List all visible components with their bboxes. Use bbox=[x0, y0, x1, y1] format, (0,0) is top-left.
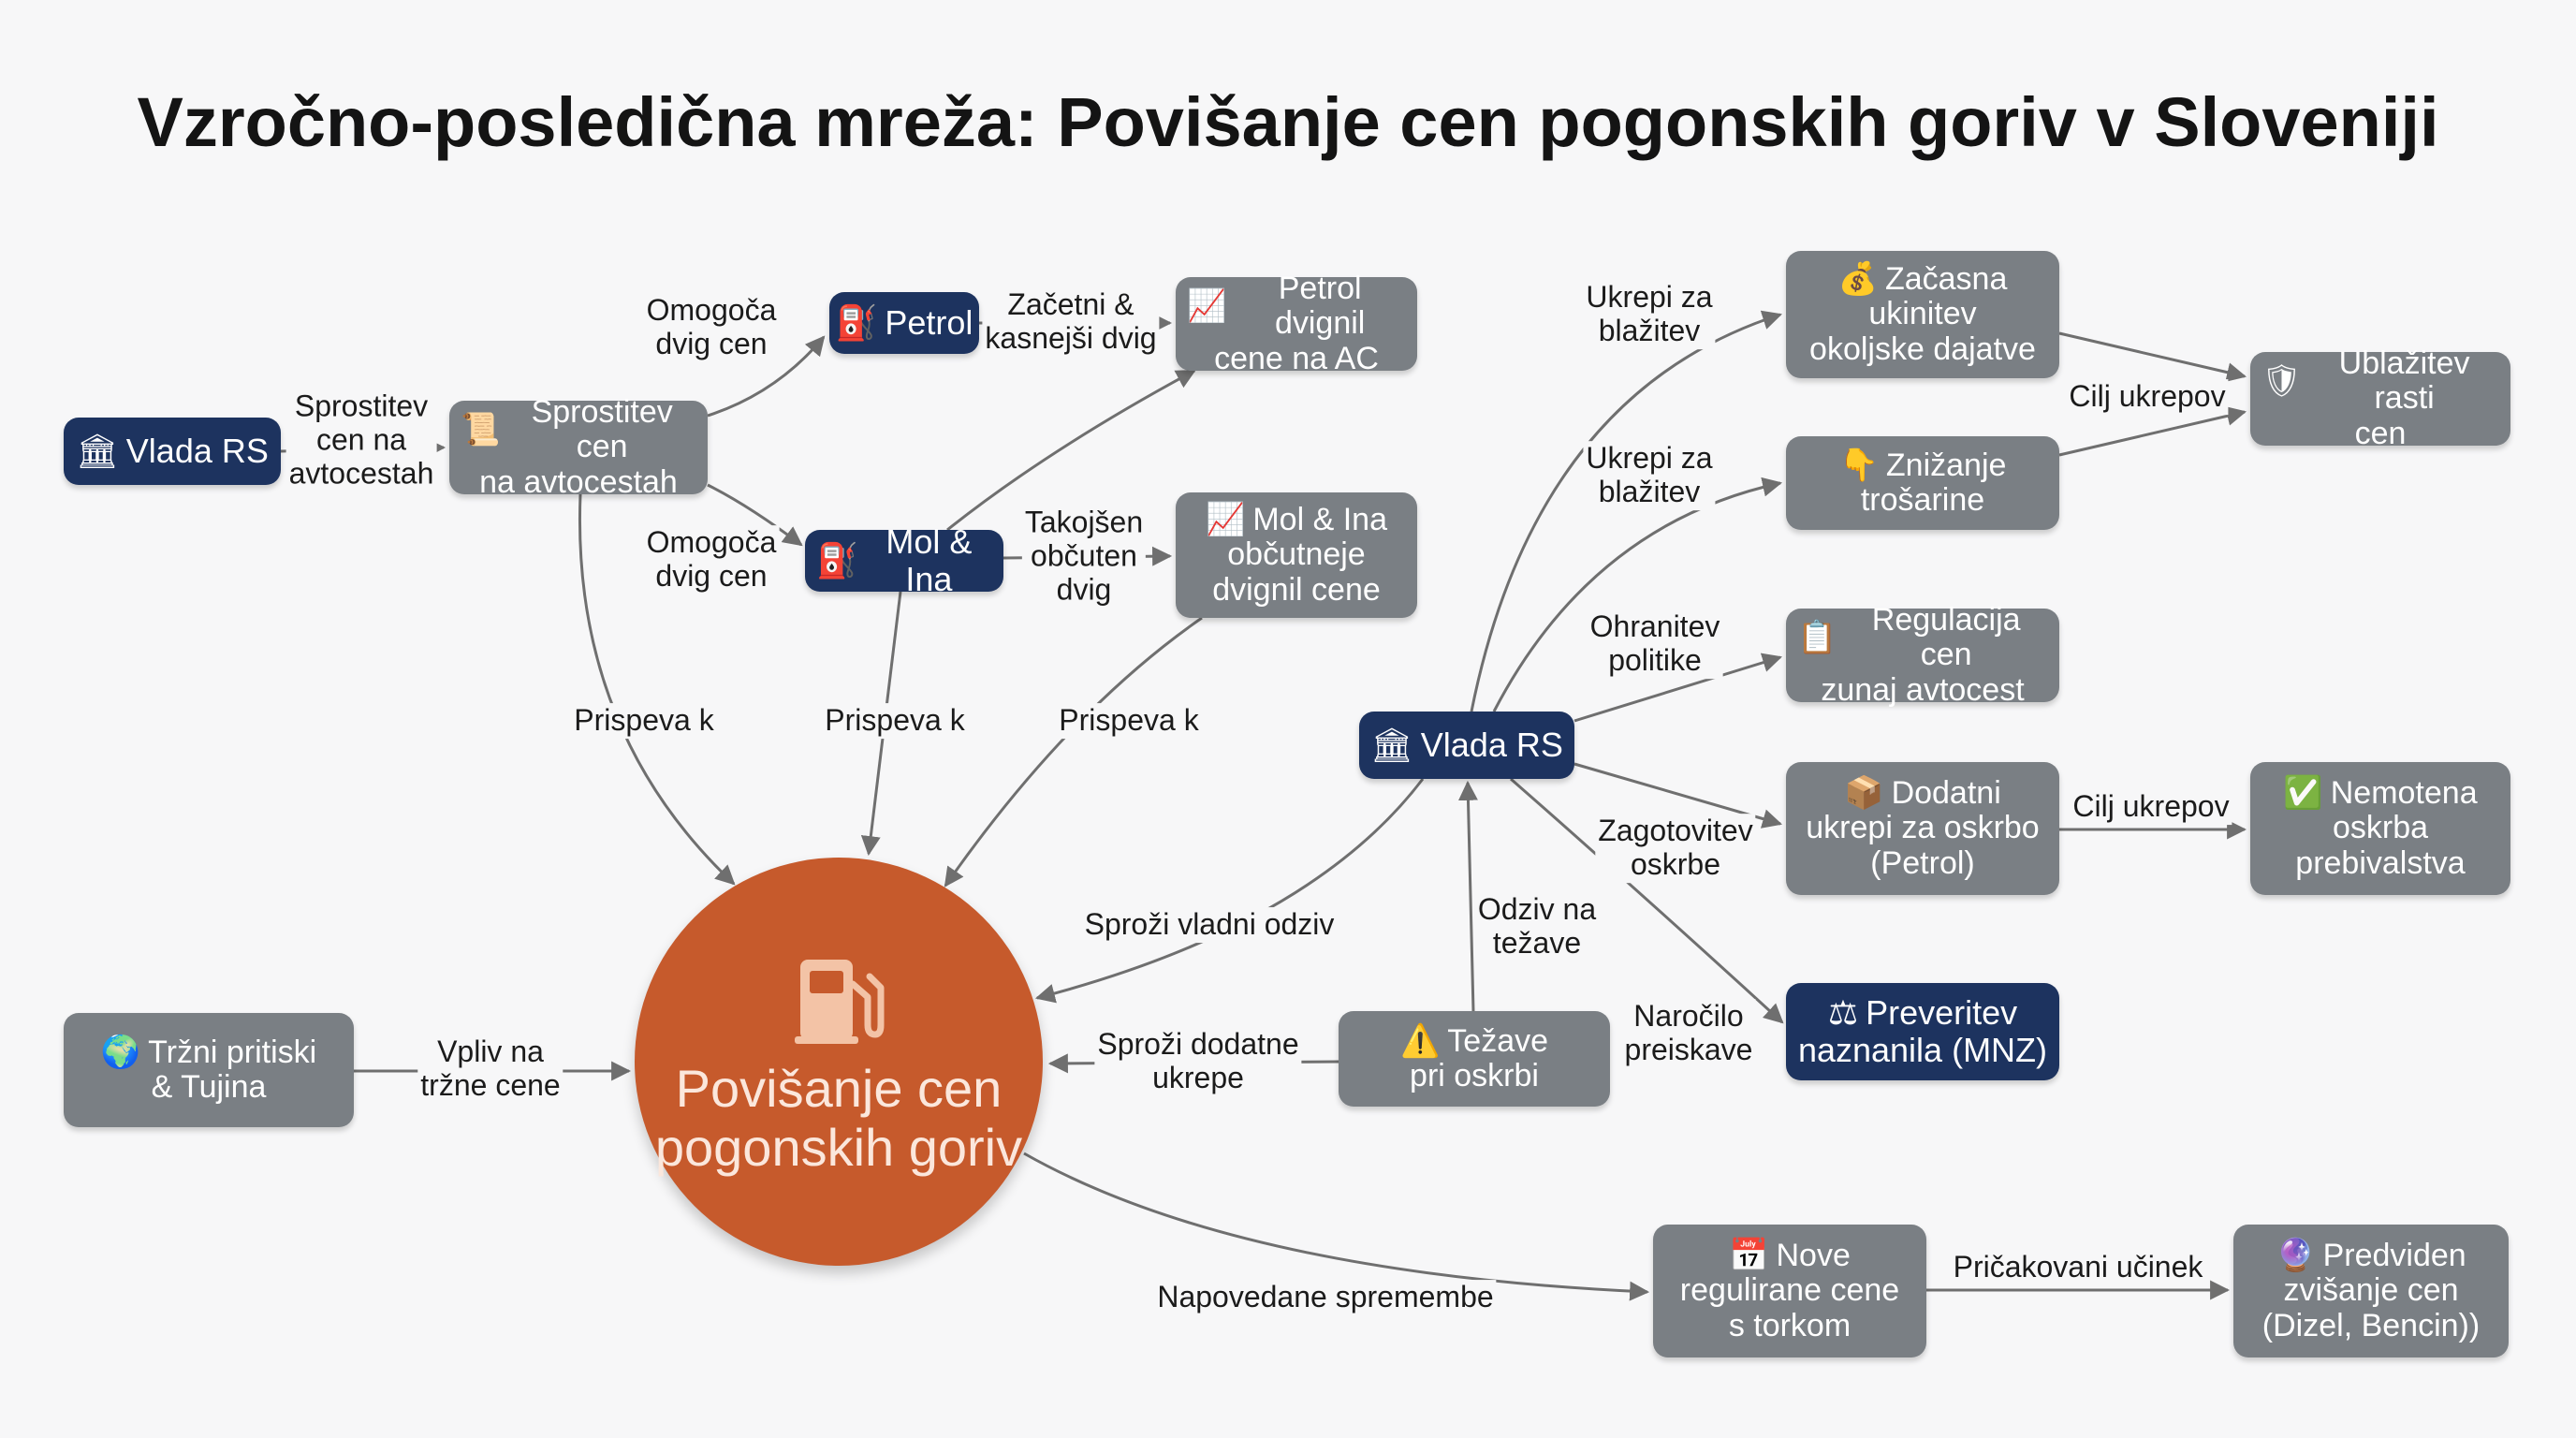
node-nemotena[interactable] bbox=[2250, 762, 2510, 895]
edge-label-line: kasnejši dvig bbox=[985, 321, 1157, 355]
node-label-text: Mol & Ina bbox=[1252, 501, 1387, 537]
node-predviden[interactable] bbox=[2233, 1225, 2509, 1357]
edge-central-to-nove bbox=[1024, 1153, 1647, 1292]
edge-label-line: Prispeva k bbox=[825, 703, 965, 738]
shield-icon: 🛡 bbox=[2261, 362, 2303, 399]
check-mark-icon: ✅ bbox=[2283, 774, 2323, 811]
edge-label-line: Prispeva k bbox=[574, 703, 714, 738]
edge-label bbox=[1583, 441, 1715, 510]
edge-label-line: Takojšen bbox=[1024, 505, 1144, 539]
node-label-text: Petrol dvignil bbox=[1274, 270, 1366, 342]
edge-label bbox=[982, 287, 1159, 357]
node-label-line bbox=[1844, 776, 2001, 811]
edge-label bbox=[1022, 505, 1146, 607]
edge-label-line: Začetni & bbox=[1007, 287, 1134, 322]
edge-label bbox=[1622, 999, 1756, 1068]
edge-label bbox=[1475, 892, 1599, 961]
edge-label bbox=[1588, 609, 1723, 679]
node-label-text: s torkom bbox=[1728, 1307, 1852, 1343]
node-znizanje[interactable] bbox=[1786, 436, 2059, 530]
node-label-text: cene na AC bbox=[1214, 340, 1379, 376]
crystal-ball-icon: 🔮 bbox=[2276, 1237, 2316, 1273]
node-label-text: Tržni pritiski bbox=[148, 1034, 317, 1070]
node-label-line bbox=[2295, 846, 2465, 881]
edge-label-line: Napovedane spremembe bbox=[1157, 1280, 1494, 1314]
node-nove[interactable] bbox=[1653, 1225, 1926, 1357]
node-label-line bbox=[2261, 346, 2499, 417]
node-label-line bbox=[1868, 297, 1976, 331]
edge-label-line: Sproži dodatne bbox=[1097, 1027, 1299, 1062]
edge-label-line: Omogoča bbox=[646, 293, 777, 328]
node-label-line bbox=[1729, 1239, 1851, 1273]
node-label-line bbox=[461, 395, 696, 465]
edge-label bbox=[417, 1034, 563, 1104]
edge-label bbox=[1583, 280, 1715, 349]
edge-label-line: avtocestah bbox=[288, 455, 434, 490]
node-label-line bbox=[2276, 1239, 2466, 1273]
node-label-line bbox=[1838, 262, 2008, 297]
edge-label-line: Naročilo bbox=[1633, 999, 1744, 1034]
edge-label-line: preiskave bbox=[1624, 1033, 1753, 1066]
node-label-text: ukrepi za oskrbo bbox=[1806, 810, 2040, 846]
node-label-line bbox=[479, 465, 678, 500]
edge-label-line: dvig cen bbox=[655, 327, 768, 360]
edge-label-line: Pričakovani učinek bbox=[1953, 1250, 2203, 1284]
node-label-text: Sprostitev cen bbox=[531, 393, 673, 465]
node-label-text: zvišanje cen bbox=[2283, 1272, 2459, 1309]
edge-label-line: Zagotovitev bbox=[1598, 814, 1753, 848]
node-regulacija[interactable] bbox=[1786, 601, 2059, 708]
edge-label-line: Prispeva k bbox=[1059, 703, 1199, 738]
node-label-line bbox=[1187, 271, 1406, 342]
node-label-line bbox=[1729, 1309, 1851, 1343]
node-label-text: oskrba bbox=[2332, 810, 2429, 846]
edge-label bbox=[2070, 789, 2232, 825]
node-label-text: Vlada RS bbox=[125, 432, 269, 471]
node-label-line bbox=[816, 523, 992, 597]
edge-label-line: težave bbox=[1492, 926, 1582, 960]
node-label-line bbox=[76, 433, 269, 470]
edge-label-line: Sproži vladni odziv bbox=[1084, 907, 1335, 942]
node-label-line bbox=[1870, 846, 1974, 881]
node-label-text: cen bbox=[2354, 415, 2407, 451]
edge-label-line: oskrbe bbox=[1630, 847, 1721, 881]
node-dodatni[interactable] bbox=[1786, 762, 2059, 895]
node-label-text: Predviden bbox=[2322, 1237, 2466, 1273]
node-label-line bbox=[2283, 1273, 2458, 1308]
node-label-line bbox=[1214, 342, 1379, 376]
node-label-text: Znižanje bbox=[1885, 447, 2007, 483]
edge-label-line: dvig cen bbox=[655, 559, 768, 593]
node-label-text: občutneje bbox=[1227, 536, 1366, 573]
node-preveritev[interactable] bbox=[1786, 983, 2059, 1080]
node-sprostitev[interactable] bbox=[449, 393, 708, 500]
edge-label-line: Sprostitev bbox=[294, 389, 429, 423]
clipboard-icon: 📋 bbox=[1797, 619, 1837, 655]
edge-label bbox=[571, 703, 716, 739]
edge-label-line: blažitev bbox=[1598, 475, 1701, 508]
node-label-line bbox=[1821, 673, 2024, 708]
edge-label bbox=[2066, 379, 2228, 415]
node-label-line bbox=[1806, 811, 2039, 845]
package-icon: 📦 bbox=[1844, 774, 1884, 811]
node-label-text: (Dizel, Bencin)) bbox=[2261, 1307, 2481, 1343]
edge-mol-dvignil-to-central bbox=[945, 618, 1202, 886]
node-label-text: Petrol bbox=[885, 303, 973, 343]
node-mol-dvignil[interactable] bbox=[1176, 492, 1417, 618]
money-bag-icon: 💰 bbox=[1837, 260, 1878, 297]
node-label-text: dvignil cene bbox=[1212, 571, 1381, 608]
edge-znizanje-to-ublazitev bbox=[2059, 412, 2245, 455]
node-label-text: Preveritev bbox=[1866, 993, 2018, 1033]
edge-label bbox=[1094, 1027, 1301, 1096]
node-label-text: pri oskrbi bbox=[1410, 1058, 1539, 1093]
edge-label bbox=[644, 525, 780, 594]
page-title: Vzročno-posledična mreža: Povišanje cen pogonskih goriv v Sloveniji bbox=[137, 83, 2439, 161]
node-label-line bbox=[1206, 503, 1387, 537]
node-label-text: Mol & Ina bbox=[886, 522, 973, 598]
edge-label-line: Cilj ukrepov bbox=[2072, 789, 2230, 824]
node-label-text: zunaj avtocest bbox=[1821, 671, 2025, 708]
node-tezave[interactable] bbox=[1339, 1011, 1610, 1107]
node-label-text: Regulacija cen bbox=[1871, 601, 2021, 673]
node-label-line bbox=[2355, 417, 2407, 451]
edge-label-line: Ohranitev bbox=[1589, 609, 1720, 644]
node-label-line bbox=[152, 1070, 267, 1105]
node-label-line bbox=[2333, 811, 2428, 845]
node-label-text: prebivalstva bbox=[2295, 844, 2466, 881]
pointing-down-icon: 👇 bbox=[1838, 447, 1879, 483]
edge-label-line: cen na bbox=[315, 422, 407, 457]
fuel-pump-icon: ⛽ bbox=[816, 541, 858, 580]
edge-label bbox=[644, 293, 780, 362]
edge-vlada-rs-right-to-central bbox=[1037, 779, 1423, 998]
node-label-line bbox=[1212, 573, 1381, 608]
node-label-text: ukinitev bbox=[1868, 296, 1977, 332]
edge-label bbox=[822, 703, 967, 739]
node-label-text: Začasna bbox=[1884, 260, 2008, 297]
node-label-line bbox=[1680, 1273, 1899, 1308]
government-building-icon: 🏛 bbox=[76, 432, 119, 471]
node-label-text: Nove bbox=[1776, 1237, 1851, 1273]
node-label-line bbox=[1410, 1059, 1539, 1093]
government-building-icon: 🏛 bbox=[1370, 726, 1413, 765]
edge-label-line: Vpliv na bbox=[437, 1034, 544, 1069]
fuel-pump-icon: ⛽ bbox=[835, 303, 878, 343]
edge-label-line: blažitev bbox=[1598, 314, 1701, 347]
edge-label bbox=[1082, 907, 1338, 943]
edge-label-line: ukrepe bbox=[1152, 1061, 1244, 1094]
node-label-text: okoljske dajatve bbox=[1809, 330, 2036, 367]
node-ublazitev[interactable] bbox=[2250, 345, 2510, 451]
node-label-text: naznanila (MNZ) bbox=[1797, 1031, 2048, 1069]
edge-label bbox=[1951, 1250, 2206, 1285]
node-label-text: na avtocestah bbox=[479, 463, 678, 500]
node-label-line bbox=[1227, 537, 1365, 572]
node-label-text: Težave bbox=[1447, 1022, 1549, 1059]
node-label-line bbox=[2262, 1309, 2480, 1343]
node-petrol[interactable] bbox=[829, 292, 979, 354]
fuel-pump-icon bbox=[787, 946, 890, 1049]
edge-label-line: tržne cene bbox=[420, 1068, 561, 1102]
node-ukinitev[interactable] bbox=[1786, 251, 2059, 378]
chart-increasing-icon: 📈 bbox=[1187, 287, 1227, 324]
node-label-line bbox=[1798, 1032, 2047, 1069]
node-label-line bbox=[1370, 726, 1563, 764]
edge-label bbox=[1154, 1280, 1496, 1315]
edge-label-line: Ukrepi za bbox=[1586, 280, 1713, 315]
node-label-text: trošarine bbox=[1860, 482, 1985, 518]
edge-label-line: Cilj ukrepov bbox=[2069, 379, 2226, 414]
node-label-text: Nemotena bbox=[2330, 774, 2478, 811]
edge-label-line: Odziv na bbox=[1477, 892, 1597, 927]
central-node-label: Povišanje cen pogonskih goriv bbox=[654, 1058, 1023, 1177]
node-label-line bbox=[1400, 1024, 1548, 1059]
edge-label bbox=[1056, 703, 1201, 739]
edge-label-line: politike bbox=[1608, 643, 1702, 677]
node-label-text: (Petrol) bbox=[1870, 844, 1975, 881]
warning-icon: ⚠️ bbox=[1399, 1022, 1441, 1059]
node-label-text: Dodatni bbox=[1891, 774, 2001, 811]
calendar-icon: 📅 bbox=[1729, 1237, 1769, 1273]
node-label-text: Vlada RS bbox=[1420, 726, 1563, 765]
node-label-line bbox=[1828, 994, 2017, 1032]
node-label-line bbox=[1809, 332, 2036, 367]
node-petrol-dvignil[interactable] bbox=[1176, 270, 1417, 376]
central-node[interactable] bbox=[635, 858, 1043, 1266]
node-label-line bbox=[1861, 483, 1984, 518]
node-vlada-rs-left[interactable] bbox=[64, 418, 281, 485]
node-label-text: Ublažitev rasti bbox=[2338, 345, 2470, 417]
node-label-text: regulirane cene bbox=[1679, 1272, 1900, 1309]
node-label-line bbox=[101, 1035, 316, 1070]
scroll-icon: 📜 bbox=[461, 411, 501, 448]
node-mol-ina[interactable] bbox=[805, 522, 1003, 598]
edge-label bbox=[1595, 814, 1755, 883]
node-label-line bbox=[1797, 603, 2048, 673]
edge-ukinitev-to-ublazitev bbox=[2059, 333, 2245, 376]
node-label-text: & Tujina bbox=[151, 1069, 267, 1105]
node-trzni[interactable] bbox=[64, 1013, 354, 1127]
edge-label-line: dvig bbox=[1056, 571, 1112, 606]
node-label-line bbox=[836, 304, 973, 342]
node-label-line bbox=[1839, 448, 2007, 483]
chart-increasing-icon: 📈 bbox=[1206, 501, 1246, 537]
node-vlada-rs-right[interactable] bbox=[1359, 712, 1574, 779]
edge-tezave-to-vlada-rs-right bbox=[1468, 783, 1473, 1011]
edge-label-line: Ukrepi za bbox=[1586, 441, 1713, 476]
globe-icon: 🌍 bbox=[100, 1034, 141, 1070]
edge-label-line: Omogoča bbox=[646, 525, 777, 560]
edge-label bbox=[286, 389, 437, 491]
edge-label-line: občuten bbox=[1031, 538, 1137, 573]
node-label-line bbox=[2283, 776, 2477, 811]
scales-icon: ⚖ bbox=[1827, 993, 1859, 1033]
